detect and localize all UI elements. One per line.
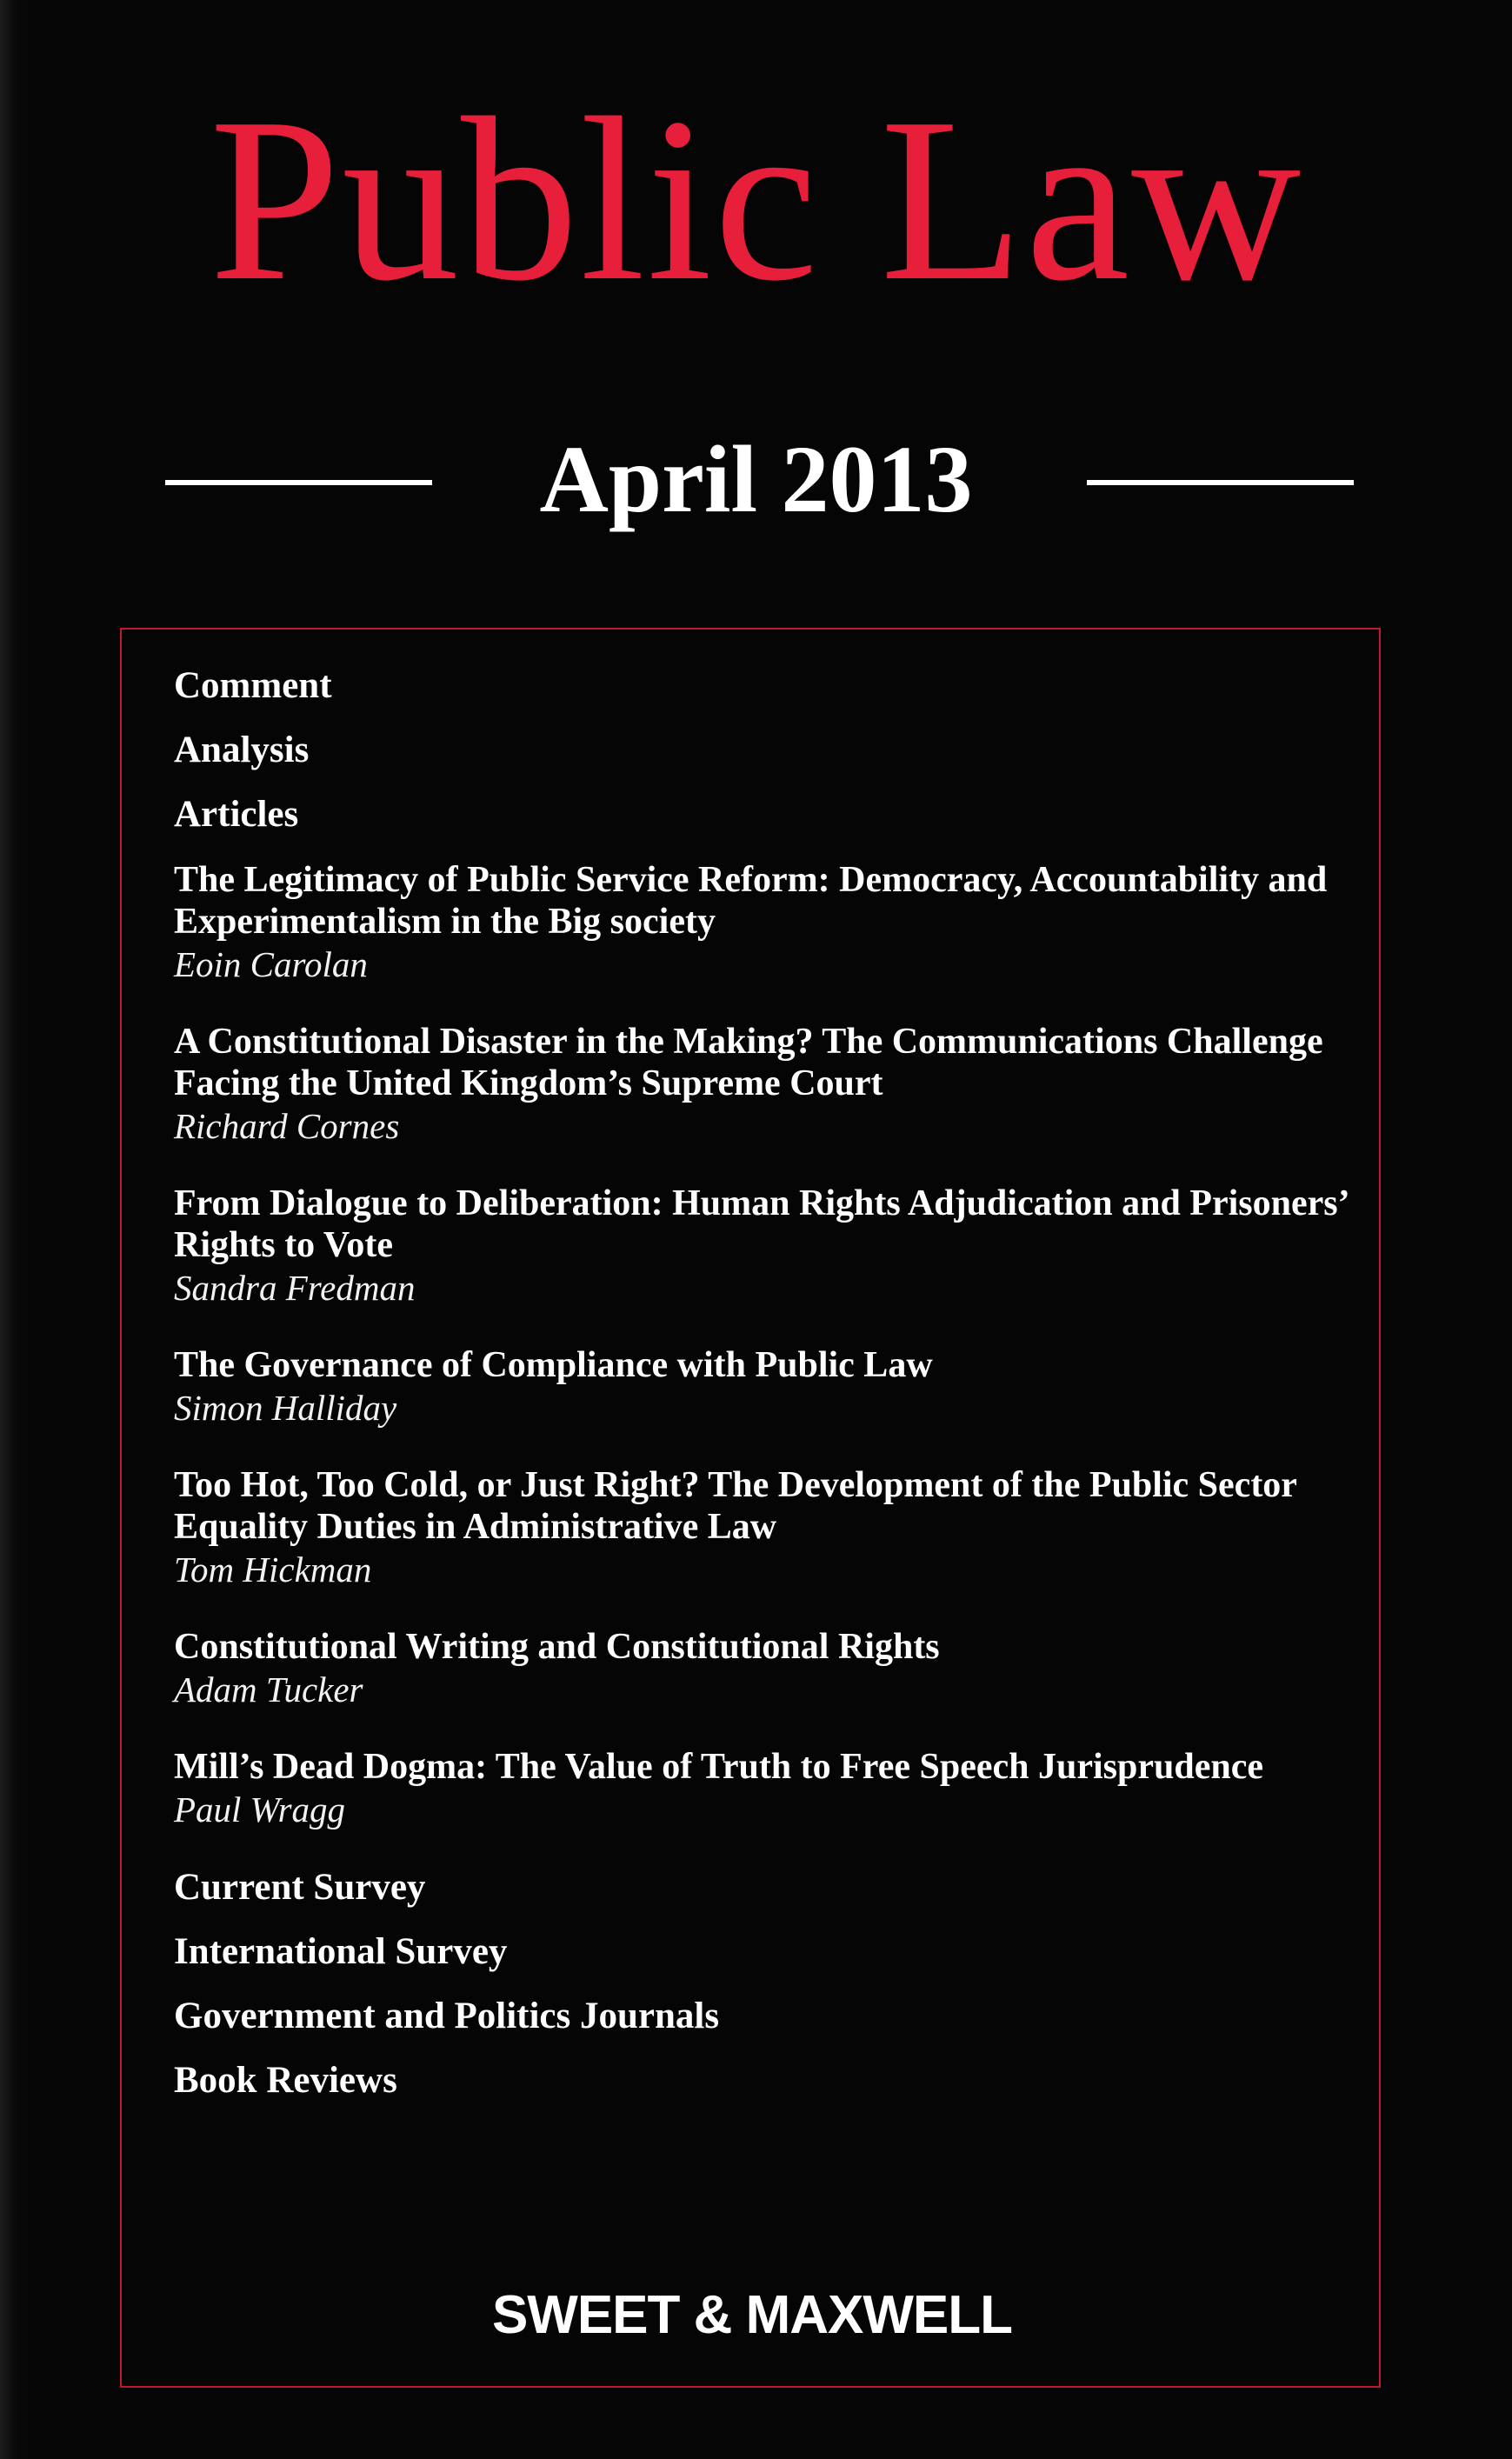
article-title: A Constitutional Disaster in the Making? The Communications Challenge Facing the United Kingdom’s Supreme Court xyxy=(174,1022,1323,1103)
article-author: Simon Halliday xyxy=(174,1388,397,1428)
article-author: Richard Cornes xyxy=(174,1106,400,1146)
article-item xyxy=(174,1746,1365,1831)
section-government-politics-journals: Government and Politics Journals xyxy=(174,1996,720,2036)
section-book-reviews: Book Reviews xyxy=(174,2060,397,2101)
article-title: The Governance of Compliance with Public Law xyxy=(174,1345,933,1385)
section-analysis: Analysis xyxy=(174,730,310,770)
article-title: Too Hot, Too Cold, or Just Right? The Development of the Public Sector Equality Duties in Administrative Law xyxy=(174,1465,1297,1547)
article-item xyxy=(174,1021,1365,1148)
issue-date: April 2013 xyxy=(539,426,973,532)
article-item xyxy=(174,1626,1365,1711)
article-item xyxy=(174,1344,1365,1429)
article-author: Eoin Carolan xyxy=(174,944,368,984)
article-author: Adam Tucker xyxy=(174,1669,363,1709)
spine-edge xyxy=(0,0,35,2459)
section-articles: Articles xyxy=(174,794,299,835)
article-title: The Legitimacy of Public Service Reform: Democracy, Accountability and Experimentalism in the Big society xyxy=(174,860,1328,942)
article-item xyxy=(174,859,1365,986)
date-rule-right xyxy=(1087,480,1354,485)
publisher-logo: SWEET & MAXWELL xyxy=(491,2285,1013,2345)
contents-list xyxy=(174,664,1365,2123)
contents-box xyxy=(120,628,1381,2388)
article-title: From Dialogue to Deliberation: Human Rights Adjudication and Prisoners’ Rights to Vote xyxy=(174,1183,1348,1265)
article-author: Tom Hickman xyxy=(174,1549,372,1589)
article-title: Mill’s Dead Dogma: The Value of Truth to Free Speech Jurisprudence xyxy=(174,1747,1263,1787)
article-title: Constitutional Writing and Constitutional Rights xyxy=(174,1627,940,1667)
issue-date-row xyxy=(0,417,1512,556)
article-item xyxy=(174,1464,1365,1591)
article-author: Paul Wragg xyxy=(174,1789,346,1829)
article-item xyxy=(174,1183,1365,1309)
section-comment: Comment xyxy=(174,665,332,706)
journal-title: Public Law xyxy=(209,70,1303,330)
section-international-survey: International Survey xyxy=(174,1931,508,1972)
article-author: Sandra Fredman xyxy=(174,1268,416,1308)
section-current-survey: Current Survey xyxy=(174,1867,426,1908)
